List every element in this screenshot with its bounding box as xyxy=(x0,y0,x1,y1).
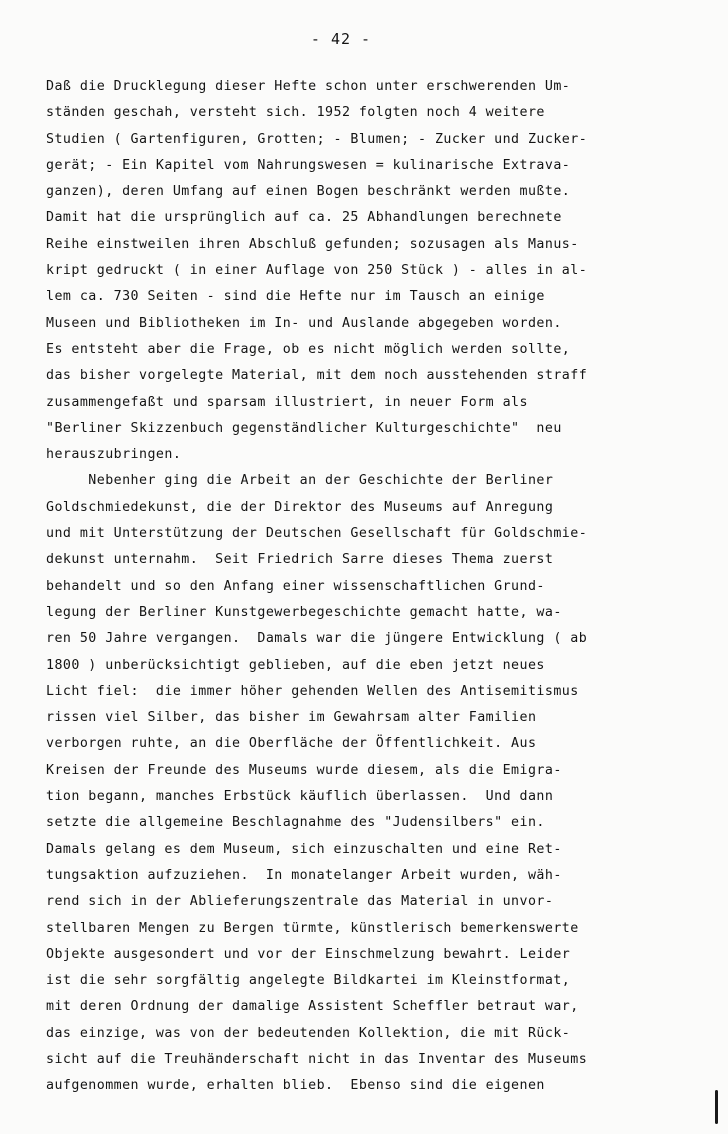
text-line: "Berliner Skizzenbuch gegenständlicher Kulturgeschichte" neu xyxy=(46,420,562,436)
text-line: stellbaren Mengen zu Bergen türmte, künstlerisch bemerkenswerte xyxy=(46,920,579,936)
text-line: Goldschmiedekunst, die der Direktor des Museums auf Anregung xyxy=(46,499,554,515)
text-line: Nebenher ging die Arbeit an der Geschichte der Berliner xyxy=(46,473,554,489)
text-line: Licht fiel: die immer höher gehenden Wellen des Antisemitismus xyxy=(46,683,579,699)
text-line: sicht auf die Treuhänderschaft nicht in das Inventar des Museums xyxy=(46,1051,588,1067)
text-line: verborgen ruhte, an die Oberfläche der Öffentlichkeit. Aus xyxy=(46,736,537,752)
text-line: tion begann, manches Erbstück käuflich überlassen. Und dann xyxy=(46,789,554,805)
text-line: tungsaktion aufzuziehen. In monatelanger Arbeit wurden, wäh- xyxy=(46,867,562,883)
text-line: Studien ( Gartenfiguren, Grotten; - Blumen; - Zucker und Zucker- xyxy=(46,131,588,147)
scan-edge-mark xyxy=(715,1090,718,1124)
text-line: gerät; - Ein Kapitel vom Nahrungswesen = kulinarische Extrava- xyxy=(46,157,571,173)
text-line: zusammengefaßt und sparsam illustriert, in neuer Form als xyxy=(46,394,528,410)
text-line: Objekte ausgesondert und vor der Einschmelzung bewahrt. Leider xyxy=(46,946,571,962)
text-line: Museen und Bibliotheken im In- und Auslande abgegeben worden. xyxy=(46,315,562,331)
text-line: ist die sehr sorgfältig angelegte Bildkartei im Kleinstformat, xyxy=(46,973,571,989)
text-line: das bisher vorgelegte Material, mit dem noch ausstehenden straff xyxy=(46,368,588,384)
text-line: 1800 ) unberücksichtigt geblieben, auf die eben jetzt neues xyxy=(46,657,545,673)
text-line: Es entsteht aber die Frage, ob es nicht möglich werden sollte, xyxy=(46,341,571,357)
text-line: Reihe einstweilen ihren Abschluß gefunden; sozusagen als Manus- xyxy=(46,236,579,252)
text-line: herauszubringen. xyxy=(46,447,182,463)
text-line: ständen geschah, versteht sich. 1952 folgten noch 4 weitere xyxy=(46,105,545,121)
text-line: Damit hat die ursprünglich auf ca. 25 Abhandlungen berechnete xyxy=(46,210,562,226)
text-line: und mit Unterstützung der Deutschen Gesellschaft für Goldschmie- xyxy=(46,526,588,542)
text-line: rissen viel Silber, das bisher im Gewahrsam alter Familien xyxy=(46,710,537,726)
text-line: Damals gelang es dem Museum, sich einzuschalten und eine Ret- xyxy=(46,841,562,857)
text-line: kript gedruckt ( in einer Auflage von 250 Stück ) - alles in al- xyxy=(46,263,588,279)
text-line: Daß die Drucklegung dieser Hefte schon unter erschwerenden Um- xyxy=(46,79,571,94)
text-line: lem ca. 730 Seiten - sind die Hefte nur im Tausch an einige xyxy=(46,289,545,305)
text-line: ren 50 Jahre vergangen. Damals war die jüngere Entwicklung ( ab xyxy=(46,631,588,647)
body-text xyxy=(46,74,696,1100)
text-line: ganzen), deren Umfang auf einen Bogen beschränkt werden mußte. xyxy=(46,184,571,200)
text-line: behandelt und so den Anfang einer wissenschaftlichen Grund- xyxy=(46,578,545,594)
text-line: legung der Berliner Kunstgewerbegeschichte gemacht hatte, wa- xyxy=(46,604,562,620)
text-line: mit deren Ordnung der damalige Assistent Scheffler betraut war, xyxy=(46,999,579,1015)
text-line: aufgenommen wurde, erhalten blieb. Ebenso sind die eigenen xyxy=(46,1078,545,1094)
text-line: rend sich in der Ablieferungszentrale das Material in unvor- xyxy=(46,894,554,910)
text-line: das einzige, was von der bedeutenden Kollektion, die mit Rück- xyxy=(46,1025,571,1041)
text-line: setzte die allgemeine Beschlagnahme des "Judensilbers" ein. xyxy=(46,815,545,831)
text-line: Kreisen der Freunde des Museums wurde diesem, als die Emigra- xyxy=(46,762,562,778)
page-number: - 42 - xyxy=(310,30,372,48)
text-line: dekunst unternahm. Seit Friedrich Sarre dieses Thema zuerst xyxy=(46,552,554,568)
